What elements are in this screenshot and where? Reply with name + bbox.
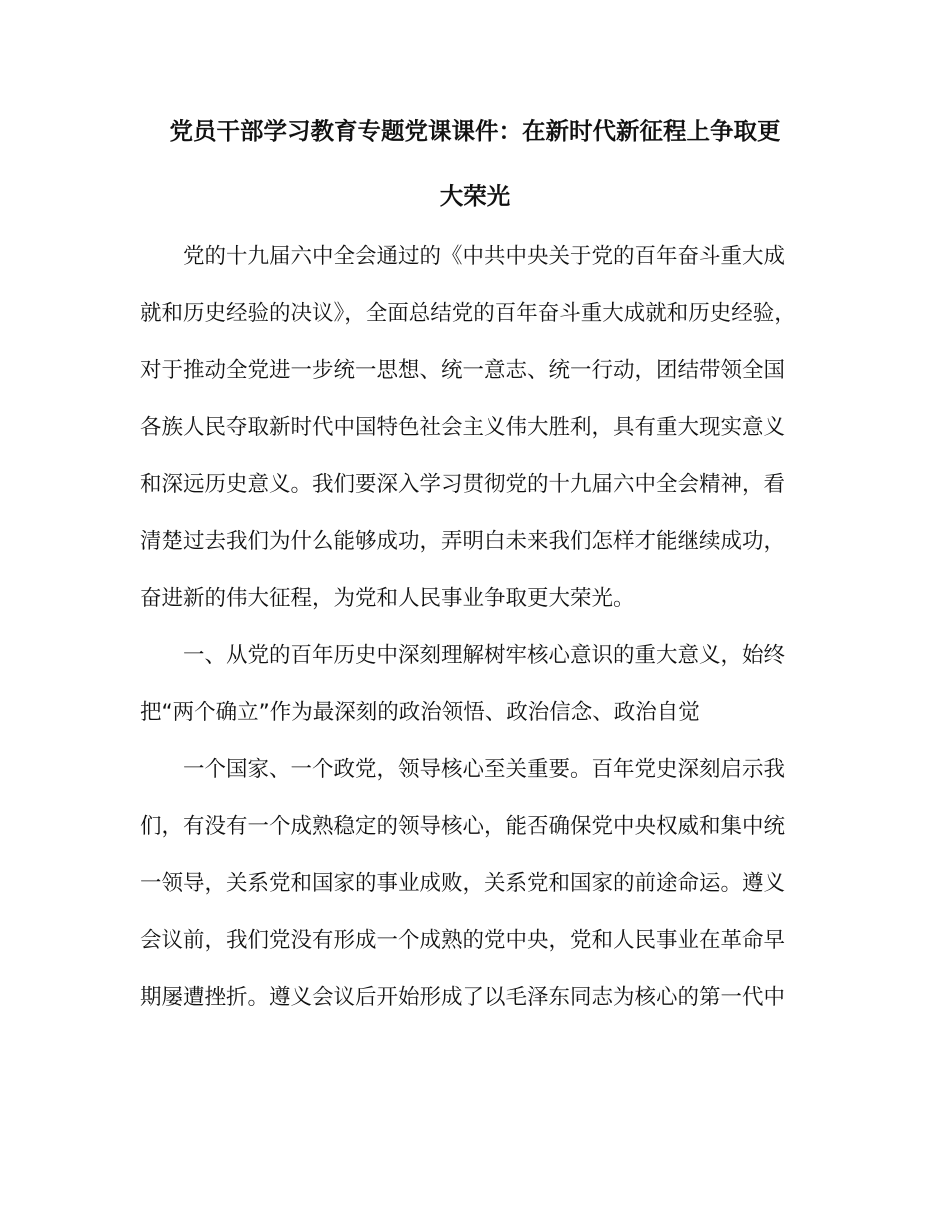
paragraph-1-line-1: 党的十九届六中全会通过的《中共中央关于党的百年奋斗重大成 [183,244,786,269]
paragraph-2-line-2: 们，有没有一个成熟稳定的领导核心，能否确保党中央权威和集中统 [140,814,786,839]
paragraph-2-line-5: 期屡遭挫折。遵义会议后开始形成了以毛泽东同志为核心的第一代中 [140,985,786,1010]
paragraph-1-line-3: 对于推动全党进一步统一思想、统一意志、统一行动，团结带领全国 [140,358,786,383]
paragraph-2-line-3: 一领导，关系党和国家的事业成败，关系党和国家的前途命运。遵义 [140,871,786,896]
document-title-line-2: 大荣光 [439,182,511,210]
paragraph-2-line-4: 会议前，我们党没有形成一个成熟的党中央，党和人民事业在革命早 [140,928,786,953]
paragraph-1-line-2: 就和历史经验的决议》，全面总结党的百年奋斗重大成就和历史经验， [140,301,796,326]
paragraph-1-line-4: 各族人民夺取新时代中国特色社会主义伟大胜利，具有重大现实意义 [140,415,786,440]
document-body [140,241,812,1039]
section-heading-1-line-2: 把“两个确立”作为最深刻的政治领悟、政治信念、政治自觉 [140,700,700,725]
document-title-line-1: 党员干部学习教育专题党课课件：在新时代新征程上争取更 [169,117,781,145]
paragraph-1-line-5: 和深远历史意义。我们要深入学习贯彻党的十九届六中全会精神，看 [140,472,786,497]
paragraph-1-line-6: 清楚过去我们为什么能够成功，弄明白未来我们怎样才能继续成功， [140,529,786,554]
paragraph-2-line-1: 一个国家、一个政党，领导核心至关重要。百年党史深刻启示我 [183,757,786,782]
paragraph-1-line-7: 奋进新的伟大征程，为党和人民事业争取更大荣光。 [140,586,635,611]
section-heading-1-line-1: 一、从党的百年历史中深刻理解树牢核心意识的重大意义，始终 [183,643,786,668]
